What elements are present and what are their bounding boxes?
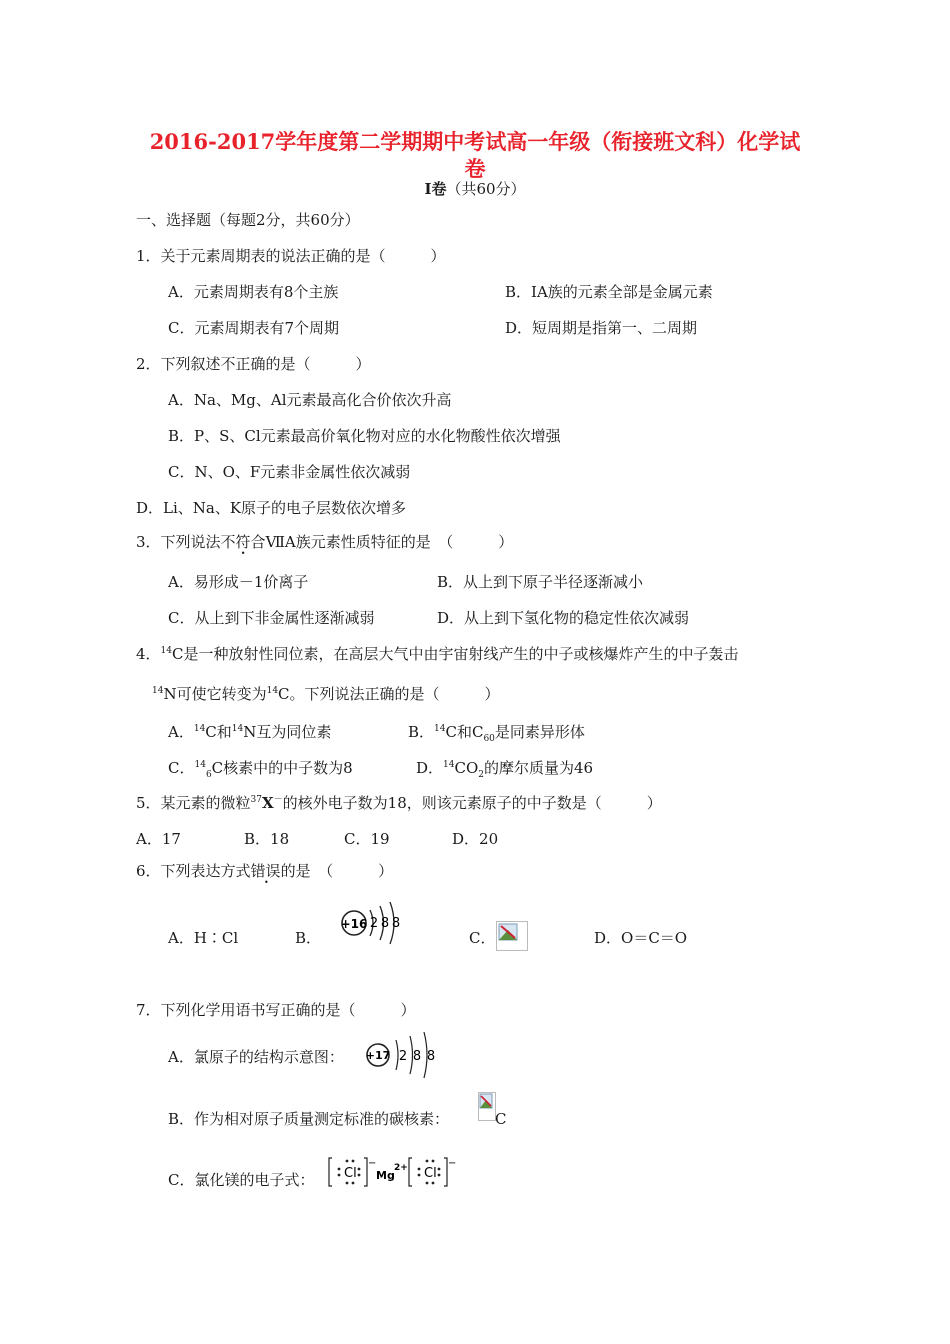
- q5-option-a: A．17: [136, 830, 181, 848]
- q2-option-a: A．Na、Mg、Al元素最高化合价依次升高: [168, 391, 452, 409]
- q4-number: 4．: [136, 645, 161, 663]
- q5-option-d: D．20: [452, 830, 499, 848]
- q5-stem-pre: 5．某元素的微粒: [136, 794, 251, 812]
- q4-c-text: C核素中的中子数为8: [211, 759, 353, 777]
- q7-stem: 7．下列化学用语书写正确的是（ ）: [136, 1001, 416, 1019]
- q7-option-a: A．氯原子的结构示意图：: [168, 1048, 344, 1066]
- q7-shell-arc-1: [396, 1040, 398, 1070]
- q4-option-c: [168, 758, 353, 778]
- q2-option-c: C．N、O、F元素非金属性依次减弱: [168, 463, 411, 481]
- q4-mass-14: 14: [231, 724, 244, 734]
- q5-stem-post: 的核外电子数为18，则该元素原子的中子数是（ ）: [282, 794, 662, 812]
- q7-option-c: C．氯化镁的电子式：: [168, 1171, 315, 1189]
- q4-stem-text-2: 可使它转变为: [176, 685, 267, 703]
- exam-title-line-2: 卷: [464, 156, 486, 181]
- q4-d-co: CO: [454, 759, 479, 777]
- q2-option-d: D．Li、Na、K原子的电子层数依次增多: [136, 499, 407, 517]
- q6-broken-image-icon: [496, 921, 528, 951]
- q6-option-d: D．O＝C＝O: [594, 929, 688, 947]
- q5-mass-37: 37: [250, 795, 262, 805]
- q3-option-b: B．从上到下原子半径逐渐减小: [437, 573, 644, 591]
- q6-option-c-label: C．: [469, 929, 496, 947]
- q6-atom-structure-diagram: [330, 888, 410, 960]
- q6-stem: [136, 861, 393, 881]
- q4-stem-text-3: 。下列说法正确的是（ ）: [289, 685, 500, 703]
- q3-stem-emphasis: 不符合: [220, 533, 266, 551]
- q7-cl-right-charge: −: [448, 1158, 457, 1169]
- q6-emphasis-dot: [251, 861, 281, 881]
- q4-carbon: C: [172, 645, 184, 663]
- q4-d-sub-2: 2: [478, 770, 484, 780]
- section-heading-bold: Ⅰ卷: [424, 180, 447, 198]
- section-heading-points: （共60分）: [446, 180, 526, 198]
- q1-option-a: A．元素周期表有8个主族: [168, 283, 339, 301]
- q4-carbon: C: [278, 685, 290, 703]
- q6-nucleus-charge: +16: [340, 917, 368, 931]
- q4-stem-text-1: 是一种放射性同位素，在高层大气中由宇宙射线产生的中子或核爆炸产生的中子轰击: [183, 645, 739, 663]
- q5-option-c: C．19: [344, 830, 390, 848]
- q6-stem-emphasis: 错误: [250, 862, 281, 880]
- q4-mass-14: 14: [434, 724, 446, 734]
- q3-stem-post: ⅦA族元素性质特征的是 （ ）: [265, 533, 514, 551]
- q4-c-atomic-6: 6: [205, 770, 212, 780]
- q4-b-sub-60: 60: [483, 734, 495, 744]
- q6-stem-post: 的是 （ ）: [280, 862, 394, 880]
- q4-mass-14: 14: [194, 760, 206, 770]
- q6-option-b-label: B．: [295, 929, 322, 947]
- q2-stem: 2．下列叙述不正确的是（ ）: [136, 355, 371, 373]
- q4-option-b: [408, 722, 585, 742]
- q3-stem: [136, 532, 513, 552]
- q4-carbon: C: [445, 723, 457, 741]
- q1-stem: 1．关于元素周期表的说法正确的是（ ）: [136, 247, 446, 265]
- q7-option-b: B．作为相对原子质量测定标准的碳核素：: [168, 1110, 450, 1128]
- q4-mass-14: 14: [160, 646, 172, 656]
- q2-option-b: B．P、S、Cl元素最高价氧化物对应的水化物酸性依次增强: [168, 427, 561, 445]
- part-heading: 一、选择题（每题2分，共60分）: [136, 211, 360, 229]
- q4-d-label: D．: [416, 759, 444, 777]
- q5-stem: [136, 793, 662, 813]
- q1-option-c: C．元素周期表有7个周期: [168, 319, 340, 337]
- q4-a-text: 互为同位素: [256, 723, 332, 741]
- q3-option-a: A．易形成－1价离子: [168, 573, 309, 591]
- q7-shell-1: 2: [398, 1049, 408, 1064]
- q4-option-a: [168, 722, 331, 742]
- q4-stem-line-1: [136, 644, 739, 664]
- q7-shell-3: 8: [426, 1049, 436, 1064]
- q6-option-a: A．H∶Cl: [168, 929, 239, 947]
- q4-carbon: C: [205, 723, 217, 741]
- q4-nitrogen: N: [163, 685, 177, 703]
- q3-emphasis-dot: [221, 532, 266, 552]
- q4-c-label: C．: [168, 759, 195, 777]
- q5-element-x: X: [262, 794, 274, 812]
- q7-nucleus-charge: +17: [365, 1049, 391, 1062]
- q3-stem-pre: 3．下列说法: [136, 533, 221, 551]
- q4-b-text: 是同素异形体: [494, 723, 585, 741]
- q6-shell-3: 8: [391, 916, 401, 931]
- q3-option-d: D．从上到下氢化物的稳定性依次减弱: [437, 609, 690, 627]
- q7-cl-left-charge: −: [368, 1158, 377, 1169]
- q7-chlorine-atom-diagram: [364, 1030, 440, 1080]
- q3-option-c: C．从上到下非金属性逐渐减弱: [168, 609, 375, 627]
- exam-title-line-1: 2016-2017学年度第二学期期中考试高一年级（衔接班文科）化学试: [149, 129, 801, 154]
- q4-mass-14: 14: [266, 686, 279, 696]
- q4-b-and-c: 和C: [456, 723, 484, 741]
- q7-carbon-symbol: C: [495, 1110, 507, 1128]
- q5-option-b: B．18: [244, 830, 290, 848]
- q5-charge: －: [273, 795, 283, 805]
- q6-shell-1: 2: [369, 916, 379, 931]
- q4-stem-line-2: [152, 684, 500, 704]
- q4-nitrogen: N: [243, 723, 257, 741]
- q7-mg: Mg: [376, 1169, 395, 1182]
- q4-mass-14: 14: [152, 686, 164, 696]
- q4-option-d: [416, 758, 593, 778]
- q7-mgcl2-electron-formula: [328, 1154, 460, 1190]
- q4-mass-14: 14: [443, 760, 455, 770]
- q4-b-label: B．: [408, 723, 435, 741]
- q4-d-text: 的摩尔质量为46: [484, 759, 594, 777]
- q4-mass-14: 14: [193, 724, 206, 734]
- q4-a-label: A．: [168, 723, 194, 741]
- q6-shell-2: 8: [380, 916, 390, 931]
- q6-stem-pre: 6．下列表达方式: [136, 862, 251, 880]
- q4-a-and: 和: [216, 723, 232, 741]
- q7-broken-image-icon: [478, 1092, 496, 1122]
- q1-option-d: D．短周期是指第一、二周期: [505, 319, 698, 337]
- q7-shell-2: 8: [412, 1049, 422, 1064]
- q1-option-b: B．ⅠA族的元素全部是金属元素: [505, 283, 713, 301]
- q7-mg-charge: 2+: [394, 1163, 408, 1173]
- section-heading: [0, 178, 950, 199]
- q7-cl-right: Cl: [424, 1166, 437, 1181]
- q7-cl-left: Cl: [344, 1166, 357, 1181]
